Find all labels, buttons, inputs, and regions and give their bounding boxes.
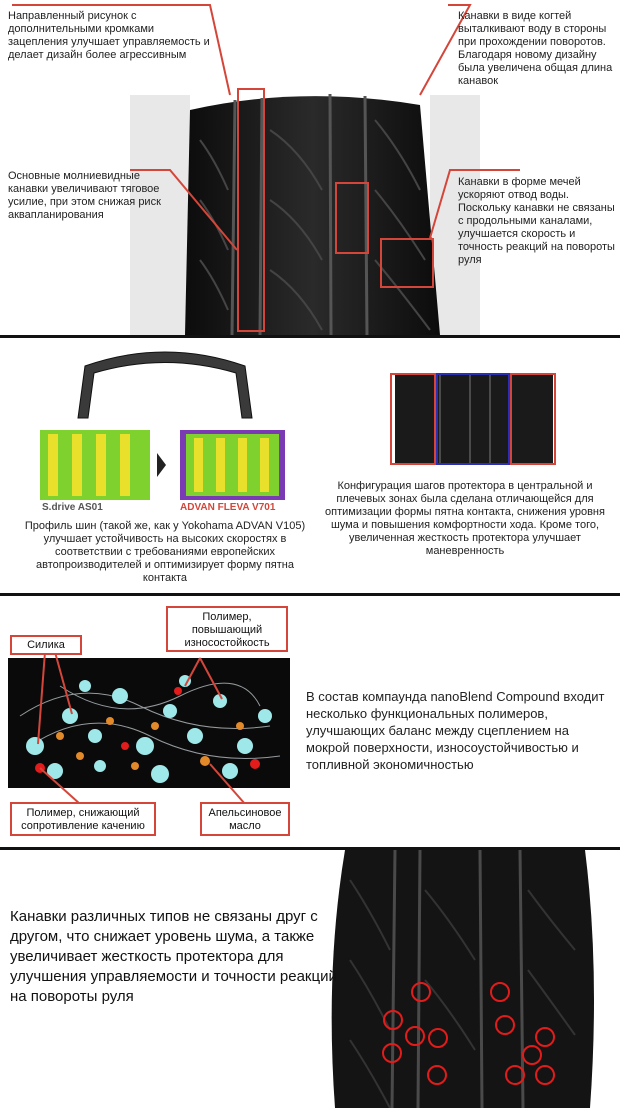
highlight-center-zone	[436, 373, 510, 465]
note-nanoblend: В состав компаунда nanoBlend Compound входит несколько функциональных полимеров, улучшающих баланс между сцеплением на мокрой поверхности, износоустойчивостью и топливной экономичностью	[306, 689, 605, 772]
note-profile: Профиль шин (такой же, как у Yokohama ADVAN V105) улучшает устойчивость на высоких скоростях в соответствии с требованиями европейских автопроизводителей и оптимизирует форму пятна контакта	[24, 520, 306, 584]
label-silica: Силика	[10, 635, 82, 655]
panel-compound	[0, 596, 620, 847]
note-sword-grooves: Канавки в форме мечей ускоряют отвод воды. Поскольку канавки не связаны с продольными каналами, улучшается скорость и точность реакций на повороты руля	[458, 176, 615, 266]
label-sdrive: S.drive AS01	[42, 502, 103, 513]
highlight-main-groove	[237, 88, 265, 332]
label-polymer-wear: Полимер, повышающий износостойкость	[166, 606, 288, 652]
label-orange-oil: Апельсиновое масло	[200, 802, 290, 836]
label-polymer-rolling: Полимер, снижающий сопротивление качению	[10, 802, 156, 836]
highlight-shoulder-left	[390, 373, 436, 465]
highlight-sword-grooves	[380, 238, 434, 288]
note-claw-grooves: Канавки в виде когтей выталкивают воду в стороны при прохождении поворотов. Благодаря новому дизайну была увеличена общая длина канавок	[458, 10, 613, 87]
panel-grooves	[0, 850, 620, 1108]
note-lightning-grooves: Основные молниевидные канавки увеличивают тяговое усилие, при этом снижая риск аквапланирования	[8, 170, 161, 221]
panel-tread-features	[0, 0, 620, 335]
note-directional-pattern: Направленный рисунок с дополнительными кромками зацепления улучшает управляемость и делает дизайн более агрессивным	[8, 10, 210, 61]
panel-profile	[0, 338, 620, 593]
note-groove-types: Канавки различных типов не связаны друг с другом, что снижает уровень шума, а также увеличивает жесткость протектора для улучшения управляемости и точности реакций на повороты руля	[10, 908, 337, 1005]
note-pitch-config: Конфигурация шагов протектора в центральной и плечевых зонах была сделана отличающейся для оптимизации формы пятна контакта, снижения уровня шума и повышения комфортности хода. Кроме того, увеличенная жесткость протектора улучшает маневренность	[325, 480, 605, 557]
highlight-claw-grooves	[335, 182, 369, 254]
label-advan-fleva: ADVAN FLEVA V701	[180, 502, 276, 513]
highlight-shoulder-right	[510, 373, 556, 465]
